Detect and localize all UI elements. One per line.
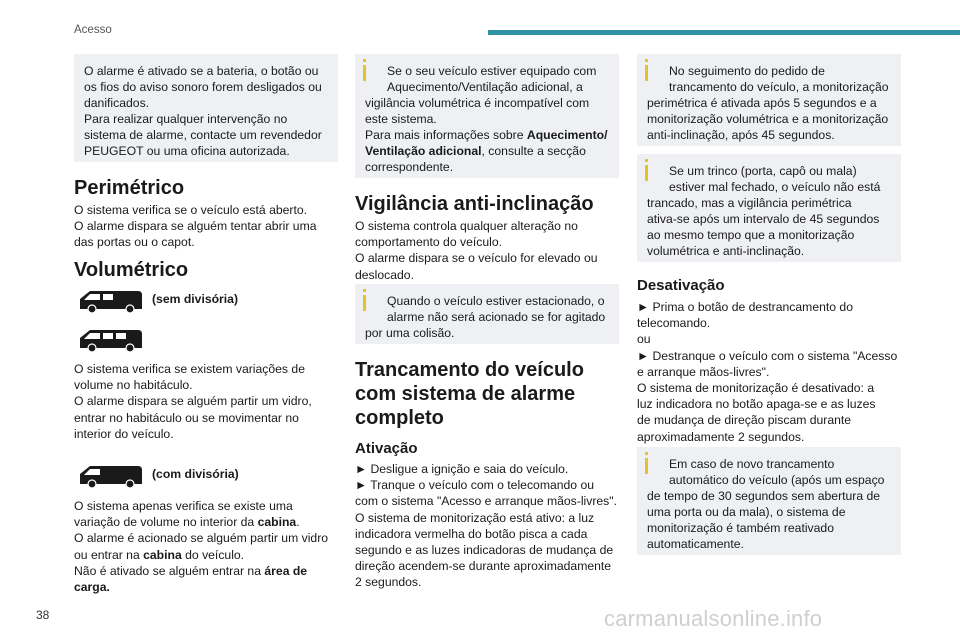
text-line: deslocado. xyxy=(355,267,414,282)
bold-text: Ventilação adicional xyxy=(365,144,482,158)
text-line xyxy=(74,514,338,530)
text-line: automaticamente. xyxy=(647,537,744,551)
paragraph-anti-inclinacao xyxy=(355,218,619,283)
heading-trancamento xyxy=(355,358,584,430)
text-line xyxy=(365,127,609,143)
text-line: O alarme é ativado se a bateria, o botão ou xyxy=(84,64,319,78)
heading-line: completo xyxy=(355,407,444,429)
note-box-alarm xyxy=(74,54,338,162)
text-line: O alarme é acionado se alguém partir um vidro xyxy=(74,531,329,546)
heading-volumetrico: Volumétrico xyxy=(74,259,189,281)
text-line: luz indicadora no botão apaga-se e as luzes xyxy=(637,397,876,412)
text-span: Para mais informações sobre xyxy=(365,128,527,142)
text-line: ► Desligue a ignição e saia do veículo. xyxy=(355,462,569,476)
text-line: interior do veículo. xyxy=(74,426,174,441)
text-line: das portas ou o capot. xyxy=(74,235,195,250)
text-line: indicadora vermelha do botão pisca a cada xyxy=(355,526,588,541)
van-icon xyxy=(76,326,146,354)
text-line: Se um trinco (porta, capô ou mala) xyxy=(669,164,857,178)
text-span: do veículo. xyxy=(181,547,245,562)
paragraph-ativacao xyxy=(355,461,619,591)
text-line: ► Prima o botão de destrancamento do xyxy=(637,300,853,314)
heading-desativacao: Desativação xyxy=(637,277,725,294)
text-line: aproximadamente 2 segundos. xyxy=(637,429,805,444)
label-com-divisoria: (com divisória) xyxy=(152,467,239,481)
text-line: trancamento do veículo, a monitorização xyxy=(669,80,889,94)
text-span: ou entrar na xyxy=(74,547,144,562)
text-line: No seguimento do pedido de xyxy=(669,64,825,78)
text-line: entrar no habitáculo ou se movimentar no xyxy=(74,410,299,425)
text-line: O sistema apenas verifica se existe uma xyxy=(74,499,293,513)
text-line: ativa-se após um intervalo de 45 segundos xyxy=(647,212,880,226)
info-box-monitorizacao xyxy=(637,54,901,146)
van-icon xyxy=(76,287,146,315)
heading-anti-inclinacao: Vigilância anti-inclinação xyxy=(355,193,594,215)
paragraph-com-divisoria xyxy=(74,498,338,595)
text-line: uma porta ou da mala), o sistema de xyxy=(647,505,846,519)
text-line: Para realizar qualquer intervenção no xyxy=(84,112,288,126)
heading-perimetrico: Perimétrico xyxy=(74,177,185,199)
text-line: de mudança de direção piscam durante xyxy=(637,413,852,428)
text-line: os fios do aviso sonoro forem desligados ou xyxy=(84,80,322,94)
text-line: PEUGEOT ou uma oficina autorizada. xyxy=(84,144,290,158)
header-title: Acesso xyxy=(74,24,112,36)
text-line xyxy=(365,143,609,159)
bold-text: cabina xyxy=(143,547,182,562)
text-line: O sistema verifica se existem variações de xyxy=(74,362,305,376)
text-line: volumétrica e anti-inclinação. xyxy=(647,244,805,258)
text-line: O alarme dispara se o veículo for elevado ou xyxy=(355,251,598,266)
heading-ativacao: Ativação xyxy=(355,440,418,457)
text-line: com o sistema "Acesso e arranque mãos-livres". xyxy=(355,494,617,509)
text-line: direção acendem-se durante aproximadamente xyxy=(355,559,612,574)
text-line: ao mesmo tempo que a monitorização xyxy=(647,228,855,242)
text-line: volume no habitáculo. xyxy=(74,378,193,393)
text-line: Em caso de novo trancamento xyxy=(669,457,835,471)
page-number: 38 xyxy=(36,608,50,622)
text-span: variação de volume no interior da xyxy=(74,515,258,530)
text-line: O sistema controla qualquer alteração no xyxy=(355,219,578,233)
text-line: por uma colisão. xyxy=(365,326,455,340)
header-accent-bar xyxy=(488,30,960,35)
text-line: telecomando. xyxy=(637,316,711,331)
text-line xyxy=(74,547,338,563)
paragraph-volumetrico xyxy=(74,361,338,442)
text-line: O alarme dispara se alguém tentar abrir uma xyxy=(74,219,317,234)
bold-text: Aquecimento/ xyxy=(526,128,608,142)
text-line xyxy=(74,563,338,579)
text-line: O sistema verifica se o veículo está aberto. xyxy=(74,203,308,217)
text-line: automático do veículo (após um espaço xyxy=(669,473,885,487)
van-icon xyxy=(76,462,146,490)
paragraph-desativacao xyxy=(637,299,901,445)
info-box-colisao xyxy=(355,284,619,344)
text-line: Quando o veículo estiver estacionado, o xyxy=(387,294,605,308)
text-line: correspondente. xyxy=(365,160,454,174)
bold-text: área de xyxy=(264,563,308,578)
text-line: vigilância volumétrica é incompatível com xyxy=(365,96,590,110)
label-sem-divisoria: (sem divisória) xyxy=(152,292,239,306)
text-line: alarme não será acionado se for agitado xyxy=(387,310,606,324)
text-line: Aquecimento/Ventilação adicional, a xyxy=(387,80,583,94)
text-line: O sistema de monitorização é desativado: a xyxy=(637,381,875,396)
info-box-aquecimento xyxy=(355,54,619,178)
watermark: carmanualsonline.info xyxy=(604,606,823,631)
text-line: sistema de alarme, contacte um revendedor xyxy=(84,128,322,142)
text-span: . xyxy=(296,515,300,530)
text-line: 2 segundos. xyxy=(355,575,422,590)
bold-text: carga. xyxy=(74,580,110,595)
text-line: ► Tranque o veículo com o telecomando ou xyxy=(355,478,595,493)
info-box-retrancamento xyxy=(637,447,901,555)
text-line xyxy=(74,579,338,595)
text-line: O sistema de monitorização está ativo: a luz xyxy=(355,510,595,525)
text-span: , consulte a secção xyxy=(481,144,586,158)
text-line: e arranque mãos-livres". xyxy=(637,364,770,379)
heading-line: Trancamento do veículo xyxy=(355,359,584,381)
text-line: de tempo de 30 segundos sem abertura de xyxy=(647,489,881,503)
text-line: anti-inclinação, após 45 segundos. xyxy=(647,128,835,142)
text-line: monitorização é também reativado xyxy=(647,521,834,535)
text-line: comportamento do veículo. xyxy=(355,235,503,250)
text-line: este sistema. xyxy=(365,112,437,126)
text-line: Se o seu veículo estiver equipado com xyxy=(387,64,597,78)
bold-text: cabina xyxy=(257,515,297,530)
paragraph-perimetrico xyxy=(74,202,338,251)
text-line: danificados. xyxy=(84,96,150,110)
text-span: Não é ativado se alguém entrar na xyxy=(74,563,265,578)
text-line: segundo e as luzes indicadoras de mudança de xyxy=(355,543,614,558)
text-line: O alarme dispara se alguém partir um vidro, xyxy=(74,394,312,409)
text-line: estiver mal fechado, o veículo não está xyxy=(669,180,881,194)
text-line: ► Destranque o veículo com o sistema "Acesso xyxy=(637,348,898,363)
text-line: perimétrica é ativada após 5 segundos e a xyxy=(647,96,877,110)
info-box-trinco xyxy=(637,154,901,262)
text-line: trancado, mas a vigilância perimétrica xyxy=(647,196,852,210)
text-line: ou xyxy=(637,332,651,347)
text-line: monitorização volumétrica e a monitorização xyxy=(647,112,889,126)
heading-line: com sistema de alarme xyxy=(355,383,576,405)
